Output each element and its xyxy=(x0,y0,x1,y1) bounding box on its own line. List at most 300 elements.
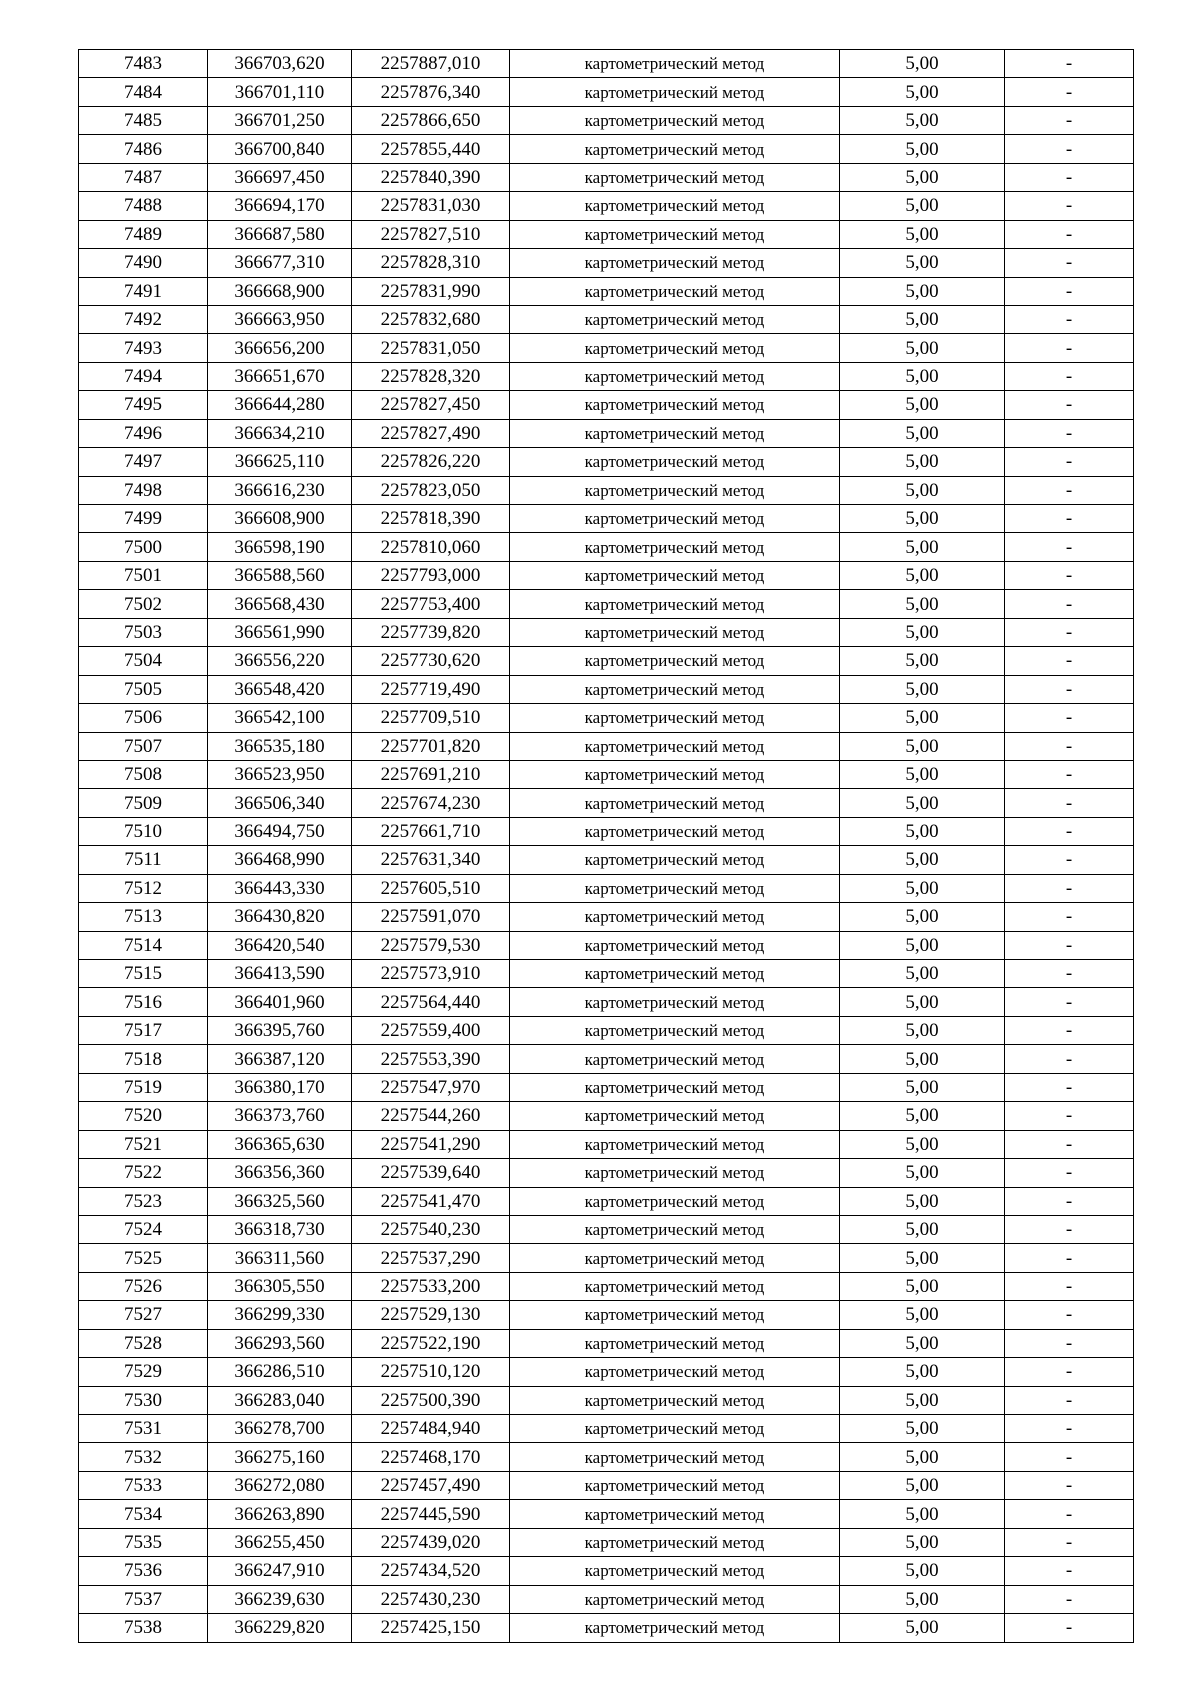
table-row xyxy=(79,988,1134,1016)
point-number-cell: 7519 xyxy=(79,1073,208,1101)
method-cell: картометрический метод xyxy=(510,135,840,163)
point-number-cell: 7488 xyxy=(79,192,208,220)
point-number-cell: 7491 xyxy=(79,277,208,305)
method-cell: картометрический метод xyxy=(510,760,840,788)
accuracy-cell: 5,00 xyxy=(840,988,1005,1016)
x-coordinate-cell: 366677,310 xyxy=(208,249,352,277)
accuracy-cell: 5,00 xyxy=(840,1585,1005,1613)
y-coordinate-cell: 2257793,000 xyxy=(352,561,510,589)
note-cell: - xyxy=(1005,846,1134,874)
accuracy-cell: 5,00 xyxy=(840,334,1005,362)
y-coordinate-cell: 2257876,340 xyxy=(352,78,510,106)
y-coordinate-cell: 2257547,970 xyxy=(352,1073,510,1101)
x-coordinate-cell: 366668,900 xyxy=(208,277,352,305)
note-cell: - xyxy=(1005,931,1134,959)
note-cell: - xyxy=(1005,1528,1134,1556)
method-cell: картометрический метод xyxy=(510,1528,840,1556)
x-coordinate-cell: 366380,170 xyxy=(208,1073,352,1101)
accuracy-cell: 5,00 xyxy=(840,1415,1005,1443)
point-number-cell: 7499 xyxy=(79,505,208,533)
note-cell: - xyxy=(1005,419,1134,447)
x-coordinate-cell: 366263,890 xyxy=(208,1500,352,1528)
note-cell: - xyxy=(1005,988,1134,1016)
note-cell: - xyxy=(1005,305,1134,333)
method-cell: картометрический метод xyxy=(510,590,840,618)
x-coordinate-cell: 366401,960 xyxy=(208,988,352,1016)
point-number-cell: 7513 xyxy=(79,903,208,931)
method-cell: картометрический метод xyxy=(510,1614,840,1642)
note-cell: - xyxy=(1005,1500,1134,1528)
y-coordinate-cell: 2257541,470 xyxy=(352,1187,510,1215)
table-row xyxy=(79,960,1134,988)
method-cell: картометрический метод xyxy=(510,931,840,959)
table-row xyxy=(79,561,1134,589)
accuracy-cell: 5,00 xyxy=(840,448,1005,476)
accuracy-cell: 5,00 xyxy=(840,675,1005,703)
accuracy-cell: 5,00 xyxy=(840,931,1005,959)
table-row xyxy=(79,476,1134,504)
method-cell: картометрический метод xyxy=(510,1386,840,1414)
point-number-cell: 7528 xyxy=(79,1329,208,1357)
accuracy-cell: 5,00 xyxy=(840,1159,1005,1187)
point-number-cell: 7530 xyxy=(79,1386,208,1414)
x-coordinate-cell: 366608,900 xyxy=(208,505,352,533)
accuracy-cell: 5,00 xyxy=(840,1557,1005,1585)
note-cell: - xyxy=(1005,249,1134,277)
accuracy-cell: 5,00 xyxy=(840,1528,1005,1556)
coordinates-table-body xyxy=(79,50,1134,1643)
y-coordinate-cell: 2257739,820 xyxy=(352,618,510,646)
accuracy-cell: 5,00 xyxy=(840,1073,1005,1101)
note-cell: - xyxy=(1005,391,1134,419)
table-row xyxy=(79,789,1134,817)
table-row xyxy=(79,647,1134,675)
point-number-cell: 7526 xyxy=(79,1272,208,1300)
method-cell: картометрический метод xyxy=(510,960,840,988)
note-cell: - xyxy=(1005,533,1134,561)
method-cell: картометрический метод xyxy=(510,1443,840,1471)
y-coordinate-cell: 2257559,400 xyxy=(352,1016,510,1044)
y-coordinate-cell: 2257579,530 xyxy=(352,931,510,959)
note-cell: - xyxy=(1005,192,1134,220)
table-row xyxy=(79,1500,1134,1528)
point-number-cell: 7527 xyxy=(79,1301,208,1329)
table-row xyxy=(79,817,1134,845)
point-number-cell: 7498 xyxy=(79,476,208,504)
x-coordinate-cell: 366229,820 xyxy=(208,1614,352,1642)
x-coordinate-cell: 366651,670 xyxy=(208,362,352,390)
y-coordinate-cell: 2257522,190 xyxy=(352,1329,510,1357)
y-coordinate-cell: 2257434,520 xyxy=(352,1557,510,1585)
method-cell: картометрический метод xyxy=(510,192,840,220)
method-cell: картометрический метод xyxy=(510,1415,840,1443)
accuracy-cell: 5,00 xyxy=(840,732,1005,760)
y-coordinate-cell: 2257457,490 xyxy=(352,1471,510,1499)
method-cell: картометрический метод xyxy=(510,476,840,504)
accuracy-cell: 5,00 xyxy=(840,277,1005,305)
accuracy-cell: 5,00 xyxy=(840,1386,1005,1414)
accuracy-cell: 5,00 xyxy=(840,1187,1005,1215)
x-coordinate-cell: 366644,280 xyxy=(208,391,352,419)
point-number-cell: 7486 xyxy=(79,135,208,163)
point-number-cell: 7494 xyxy=(79,362,208,390)
note-cell: - xyxy=(1005,277,1134,305)
method-cell: картометрический метод xyxy=(510,732,840,760)
accuracy-cell: 5,00 xyxy=(840,1102,1005,1130)
x-coordinate-cell: 366703,620 xyxy=(208,50,352,78)
table-row xyxy=(79,732,1134,760)
note-cell: - xyxy=(1005,1415,1134,1443)
x-coordinate-cell: 366687,580 xyxy=(208,220,352,248)
y-coordinate-cell: 2257500,390 xyxy=(352,1386,510,1414)
table-row xyxy=(79,1016,1134,1044)
accuracy-cell: 5,00 xyxy=(840,220,1005,248)
note-cell: - xyxy=(1005,50,1134,78)
method-cell: картометрический метод xyxy=(510,419,840,447)
table-row xyxy=(79,1102,1134,1130)
point-number-cell: 7522 xyxy=(79,1159,208,1187)
table-row xyxy=(79,760,1134,788)
x-coordinate-cell: 366588,560 xyxy=(208,561,352,589)
point-number-cell: 7524 xyxy=(79,1215,208,1243)
y-coordinate-cell: 2257445,590 xyxy=(352,1500,510,1528)
note-cell: - xyxy=(1005,1358,1134,1386)
note-cell: - xyxy=(1005,334,1134,362)
note-cell: - xyxy=(1005,760,1134,788)
point-number-cell: 7521 xyxy=(79,1130,208,1158)
method-cell: картометрический метод xyxy=(510,817,840,845)
table-row xyxy=(79,1244,1134,1272)
note-cell: - xyxy=(1005,220,1134,248)
point-number-cell: 7483 xyxy=(79,50,208,78)
point-number-cell: 7487 xyxy=(79,163,208,191)
method-cell: картометрический метод xyxy=(510,505,840,533)
x-coordinate-cell: 366395,760 xyxy=(208,1016,352,1044)
x-coordinate-cell: 366275,160 xyxy=(208,1443,352,1471)
accuracy-cell: 5,00 xyxy=(840,419,1005,447)
point-number-cell: 7489 xyxy=(79,220,208,248)
x-coordinate-cell: 366700,840 xyxy=(208,135,352,163)
method-cell: картометрический метод xyxy=(510,675,840,703)
table-row xyxy=(79,1557,1134,1585)
x-coordinate-cell: 366598,190 xyxy=(208,533,352,561)
x-coordinate-cell: 366443,330 xyxy=(208,874,352,902)
accuracy-cell: 5,00 xyxy=(840,192,1005,220)
table-row xyxy=(79,106,1134,134)
table-row xyxy=(79,846,1134,874)
table-row xyxy=(79,135,1134,163)
y-coordinate-cell: 2257709,510 xyxy=(352,704,510,732)
accuracy-cell: 5,00 xyxy=(840,1215,1005,1243)
table-row xyxy=(79,675,1134,703)
x-coordinate-cell: 366278,700 xyxy=(208,1415,352,1443)
y-coordinate-cell: 2257831,030 xyxy=(352,192,510,220)
table-row xyxy=(79,391,1134,419)
y-coordinate-cell: 2257553,390 xyxy=(352,1045,510,1073)
method-cell: картометрический метод xyxy=(510,334,840,362)
method-cell: картометрический метод xyxy=(510,249,840,277)
method-cell: картометрический метод xyxy=(510,988,840,1016)
point-number-cell: 7520 xyxy=(79,1102,208,1130)
y-coordinate-cell: 2257539,640 xyxy=(352,1159,510,1187)
method-cell: картометрический метод xyxy=(510,874,840,902)
y-coordinate-cell: 2257753,400 xyxy=(352,590,510,618)
point-number-cell: 7509 xyxy=(79,789,208,817)
method-cell: картометрический метод xyxy=(510,1272,840,1300)
note-cell: - xyxy=(1005,1585,1134,1613)
point-number-cell: 7493 xyxy=(79,334,208,362)
table-row xyxy=(79,1272,1134,1300)
y-coordinate-cell: 2257827,450 xyxy=(352,391,510,419)
accuracy-cell: 5,00 xyxy=(840,391,1005,419)
table-row xyxy=(79,1471,1134,1499)
x-coordinate-cell: 366387,120 xyxy=(208,1045,352,1073)
method-cell: картометрический метод xyxy=(510,647,840,675)
note-cell: - xyxy=(1005,590,1134,618)
y-coordinate-cell: 2257866,650 xyxy=(352,106,510,134)
point-number-cell: 7516 xyxy=(79,988,208,1016)
point-number-cell: 7500 xyxy=(79,533,208,561)
note-cell: - xyxy=(1005,960,1134,988)
point-number-cell: 7536 xyxy=(79,1557,208,1585)
method-cell: картометрический метод xyxy=(510,704,840,732)
x-coordinate-cell: 366701,250 xyxy=(208,106,352,134)
x-coordinate-cell: 366548,420 xyxy=(208,675,352,703)
y-coordinate-cell: 2257541,290 xyxy=(352,1130,510,1158)
x-coordinate-cell: 366311,560 xyxy=(208,1244,352,1272)
table-row xyxy=(79,590,1134,618)
x-coordinate-cell: 366625,110 xyxy=(208,448,352,476)
x-coordinate-cell: 366506,340 xyxy=(208,789,352,817)
table-row xyxy=(79,305,1134,333)
y-coordinate-cell: 2257823,050 xyxy=(352,476,510,504)
table-row xyxy=(79,277,1134,305)
method-cell: картометрический метод xyxy=(510,1016,840,1044)
method-cell: картометрический метод xyxy=(510,533,840,561)
accuracy-cell: 5,00 xyxy=(840,874,1005,902)
point-number-cell: 7514 xyxy=(79,931,208,959)
point-number-cell: 7512 xyxy=(79,874,208,902)
note-cell: - xyxy=(1005,78,1134,106)
method-cell: картометрический метод xyxy=(510,903,840,931)
accuracy-cell: 5,00 xyxy=(840,1130,1005,1158)
note-cell: - xyxy=(1005,732,1134,760)
accuracy-cell: 5,00 xyxy=(840,1272,1005,1300)
point-number-cell: 7506 xyxy=(79,704,208,732)
x-coordinate-cell: 366293,560 xyxy=(208,1329,352,1357)
note-cell: - xyxy=(1005,903,1134,931)
accuracy-cell: 5,00 xyxy=(840,1329,1005,1357)
y-coordinate-cell: 2257887,010 xyxy=(352,50,510,78)
note-cell: - xyxy=(1005,704,1134,732)
table-row xyxy=(79,220,1134,248)
x-coordinate-cell: 366694,170 xyxy=(208,192,352,220)
accuracy-cell: 5,00 xyxy=(840,817,1005,845)
x-coordinate-cell: 366286,510 xyxy=(208,1358,352,1386)
y-coordinate-cell: 2257828,320 xyxy=(352,362,510,390)
note-cell: - xyxy=(1005,1073,1134,1101)
method-cell: картометрический метод xyxy=(510,78,840,106)
point-number-cell: 7503 xyxy=(79,618,208,646)
x-coordinate-cell: 366523,950 xyxy=(208,760,352,788)
method-cell: картометрический метод xyxy=(510,1187,840,1215)
x-coordinate-cell: 366494,750 xyxy=(208,817,352,845)
point-number-cell: 7537 xyxy=(79,1585,208,1613)
method-cell: картометрический метод xyxy=(510,1073,840,1101)
table-row xyxy=(79,1159,1134,1187)
point-number-cell: 7511 xyxy=(79,846,208,874)
note-cell: - xyxy=(1005,1215,1134,1243)
x-coordinate-cell: 366697,450 xyxy=(208,163,352,191)
x-coordinate-cell: 366247,910 xyxy=(208,1557,352,1585)
x-coordinate-cell: 366701,110 xyxy=(208,78,352,106)
point-number-cell: 7484 xyxy=(79,78,208,106)
table-row xyxy=(79,1215,1134,1243)
accuracy-cell: 5,00 xyxy=(840,106,1005,134)
table-row xyxy=(79,192,1134,220)
point-number-cell: 7517 xyxy=(79,1016,208,1044)
point-number-cell: 7510 xyxy=(79,817,208,845)
method-cell: картометрический метод xyxy=(510,1130,840,1158)
note-cell: - xyxy=(1005,1102,1134,1130)
x-coordinate-cell: 366420,540 xyxy=(208,931,352,959)
accuracy-cell: 5,00 xyxy=(840,50,1005,78)
method-cell: картометрический метод xyxy=(510,1329,840,1357)
y-coordinate-cell: 2257484,940 xyxy=(352,1415,510,1443)
y-coordinate-cell: 2257661,710 xyxy=(352,817,510,845)
note-cell: - xyxy=(1005,647,1134,675)
table-row xyxy=(79,1187,1134,1215)
point-number-cell: 7507 xyxy=(79,732,208,760)
point-number-cell: 7525 xyxy=(79,1244,208,1272)
y-coordinate-cell: 2257840,390 xyxy=(352,163,510,191)
y-coordinate-cell: 2257510,120 xyxy=(352,1358,510,1386)
accuracy-cell: 5,00 xyxy=(840,249,1005,277)
table-row xyxy=(79,1073,1134,1101)
y-coordinate-cell: 2257826,220 xyxy=(352,448,510,476)
accuracy-cell: 5,00 xyxy=(840,476,1005,504)
point-number-cell: 7505 xyxy=(79,675,208,703)
note-cell: - xyxy=(1005,789,1134,817)
y-coordinate-cell: 2257529,130 xyxy=(352,1301,510,1329)
accuracy-cell: 5,00 xyxy=(840,163,1005,191)
point-number-cell: 7508 xyxy=(79,760,208,788)
table-row xyxy=(79,78,1134,106)
method-cell: картометрический метод xyxy=(510,277,840,305)
accuracy-cell: 5,00 xyxy=(840,960,1005,988)
y-coordinate-cell: 2257591,070 xyxy=(352,903,510,931)
x-coordinate-cell: 366255,450 xyxy=(208,1528,352,1556)
table-row xyxy=(79,1614,1134,1642)
x-coordinate-cell: 366568,430 xyxy=(208,590,352,618)
y-coordinate-cell: 2257573,910 xyxy=(352,960,510,988)
accuracy-cell: 5,00 xyxy=(840,533,1005,561)
table-row xyxy=(79,1415,1134,1443)
y-coordinate-cell: 2257827,510 xyxy=(352,220,510,248)
y-coordinate-cell: 2257818,390 xyxy=(352,505,510,533)
table-row xyxy=(79,334,1134,362)
table-row xyxy=(79,50,1134,78)
table-row xyxy=(79,249,1134,277)
note-cell: - xyxy=(1005,505,1134,533)
table-row xyxy=(79,362,1134,390)
y-coordinate-cell: 2257605,510 xyxy=(352,874,510,902)
table-row xyxy=(79,1585,1134,1613)
y-coordinate-cell: 2257855,440 xyxy=(352,135,510,163)
x-coordinate-cell: 366325,560 xyxy=(208,1187,352,1215)
coordinates-table xyxy=(78,49,1134,1643)
accuracy-cell: 5,00 xyxy=(840,903,1005,931)
note-cell: - xyxy=(1005,618,1134,646)
note-cell: - xyxy=(1005,1045,1134,1073)
x-coordinate-cell: 366542,100 xyxy=(208,704,352,732)
table-row xyxy=(79,1329,1134,1357)
accuracy-cell: 5,00 xyxy=(840,362,1005,390)
point-number-cell: 7496 xyxy=(79,419,208,447)
note-cell: - xyxy=(1005,1130,1134,1158)
method-cell: картометрический метод xyxy=(510,1471,840,1499)
point-number-cell: 7532 xyxy=(79,1443,208,1471)
method-cell: картометрический метод xyxy=(510,1585,840,1613)
accuracy-cell: 5,00 xyxy=(840,704,1005,732)
point-number-cell: 7502 xyxy=(79,590,208,618)
method-cell: картометрический метод xyxy=(510,1215,840,1243)
note-cell: - xyxy=(1005,448,1134,476)
note-cell: - xyxy=(1005,817,1134,845)
accuracy-cell: 5,00 xyxy=(840,1358,1005,1386)
table-row xyxy=(79,505,1134,533)
accuracy-cell: 5,00 xyxy=(840,505,1005,533)
note-cell: - xyxy=(1005,1016,1134,1044)
x-coordinate-cell: 366535,180 xyxy=(208,732,352,760)
point-number-cell: 7485 xyxy=(79,106,208,134)
point-number-cell: 7518 xyxy=(79,1045,208,1073)
method-cell: картометрический метод xyxy=(510,391,840,419)
accuracy-cell: 5,00 xyxy=(840,789,1005,817)
note-cell: - xyxy=(1005,135,1134,163)
accuracy-cell: 5,00 xyxy=(840,760,1005,788)
accuracy-cell: 5,00 xyxy=(840,647,1005,675)
accuracy-cell: 5,00 xyxy=(840,1244,1005,1272)
x-coordinate-cell: 366663,950 xyxy=(208,305,352,333)
table-row xyxy=(79,1301,1134,1329)
x-coordinate-cell: 366305,550 xyxy=(208,1272,352,1300)
table-row xyxy=(79,618,1134,646)
note-cell: - xyxy=(1005,476,1134,504)
method-cell: картометрический метод xyxy=(510,1500,840,1528)
note-cell: - xyxy=(1005,1159,1134,1187)
table-row xyxy=(79,448,1134,476)
x-coordinate-cell: 366468,990 xyxy=(208,846,352,874)
note-cell: - xyxy=(1005,874,1134,902)
table-row xyxy=(79,1443,1134,1471)
y-coordinate-cell: 2257701,820 xyxy=(352,732,510,760)
accuracy-cell: 5,00 xyxy=(840,1045,1005,1073)
y-coordinate-cell: 2257730,620 xyxy=(352,647,510,675)
point-number-cell: 7515 xyxy=(79,960,208,988)
x-coordinate-cell: 366239,630 xyxy=(208,1585,352,1613)
method-cell: картометрический метод xyxy=(510,163,840,191)
method-cell: картометрический метод xyxy=(510,561,840,589)
table-row xyxy=(79,1386,1134,1414)
table-row xyxy=(79,1130,1134,1158)
y-coordinate-cell: 2257537,290 xyxy=(352,1244,510,1272)
x-coordinate-cell: 366373,760 xyxy=(208,1102,352,1130)
y-coordinate-cell: 2257828,310 xyxy=(352,249,510,277)
y-coordinate-cell: 2257468,170 xyxy=(352,1443,510,1471)
method-cell: картометрический метод xyxy=(510,1301,840,1329)
note-cell: - xyxy=(1005,1614,1134,1642)
